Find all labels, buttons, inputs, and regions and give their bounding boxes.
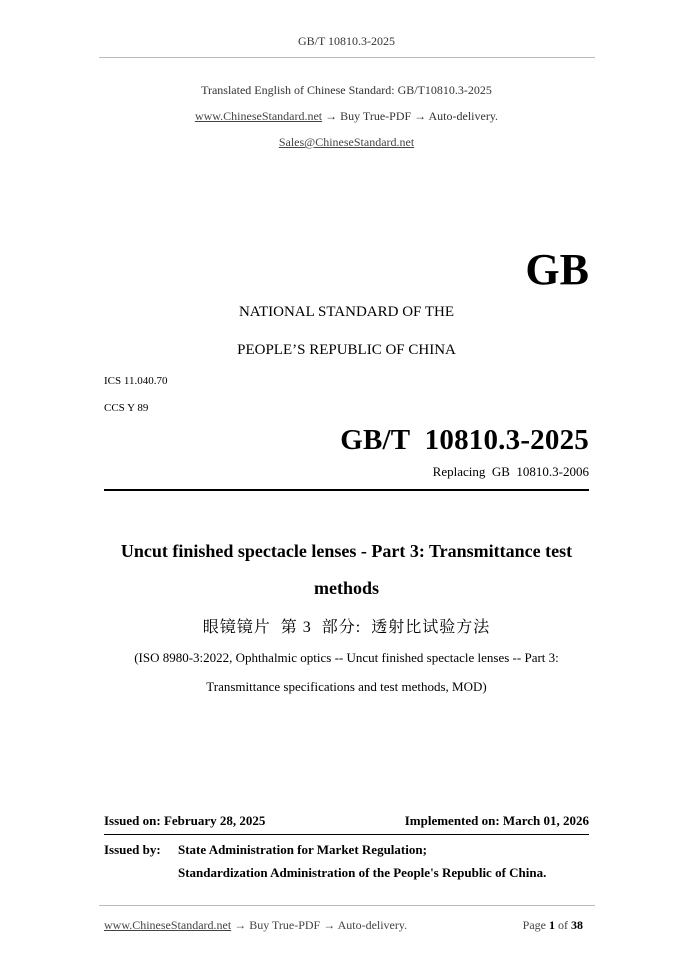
- promo-buy-line: [0, 109, 693, 124]
- page-indicator: [523, 918, 583, 933]
- page-label: Page: [522, 918, 546, 932]
- buy-text: → Buy True-PDF → Auto-delivery.: [325, 109, 499, 123]
- ccs-code: CCS Y 89: [104, 402, 149, 414]
- national-standard-line2: PEOPLE’S REPUBLIC OF CHINA: [237, 342, 456, 358]
- gb-logo: GB: [525, 245, 589, 294]
- site-link[interactable]: www.ChineseStandard.net: [194, 109, 323, 123]
- header-divider: [99, 57, 595, 58]
- footer-site-link[interactable]: www.ChineseStandard.net: [104, 918, 232, 932]
- sales-email-link[interactable]: Sales@ChineseStandard.net: [278, 135, 415, 149]
- issued-by-label: Issued by:: [104, 842, 161, 857]
- sales-line: [0, 135, 693, 150]
- standard-number: GB/T 10810.3-2025: [340, 424, 589, 456]
- title-line2: methods: [313, 578, 379, 598]
- footer-divider: [99, 905, 595, 906]
- national-standard-line1: NATIONAL STANDARD OF THE: [238, 304, 455, 320]
- total-pages: 38: [571, 918, 583, 932]
- chinese-title: 眼镜镜片 第 3 部分: 透射比试验方法: [202, 619, 491, 636]
- issued-on: Issued on: February 28, 2025: [104, 813, 266, 828]
- title-line1: Uncut finished spectacle lenses - Part 3: Transmittance test: [120, 541, 573, 561]
- replacing-note: Replacing GB 10810.3-2006: [432, 464, 589, 479]
- running-header: GB/T 10810.3-2025: [297, 34, 396, 48]
- footer-buy-text: → Buy True-PDF → Auto-delivery.: [234, 918, 408, 932]
- promo-line: Translated English of Chinese Standard: GB/T10810.3-2025: [201, 83, 492, 97]
- issuer-1: State Administration for Market Regulation;: [178, 842, 427, 857]
- issuer-2: Standardization Administration of the People's Republic of China.: [178, 865, 547, 880]
- iso-reference-line2: Transmittance specifications and test methods, MOD): [206, 679, 487, 694]
- issued-divider: [104, 834, 589, 835]
- ics-code: ICS 11.040.70: [104, 375, 168, 387]
- title-divider: [104, 489, 589, 491]
- footer-links: [104, 918, 407, 933]
- iso-reference-line1: (ISO 8980-3:2022, Ophthalmic optics -- Uncut finished spectacle lenses -- Part 3:: [134, 650, 559, 665]
- implemented-on: Implemented on: March 01, 2026: [404, 813, 589, 828]
- of-label: of: [558, 918, 568, 932]
- page-number: 1: [549, 918, 555, 932]
